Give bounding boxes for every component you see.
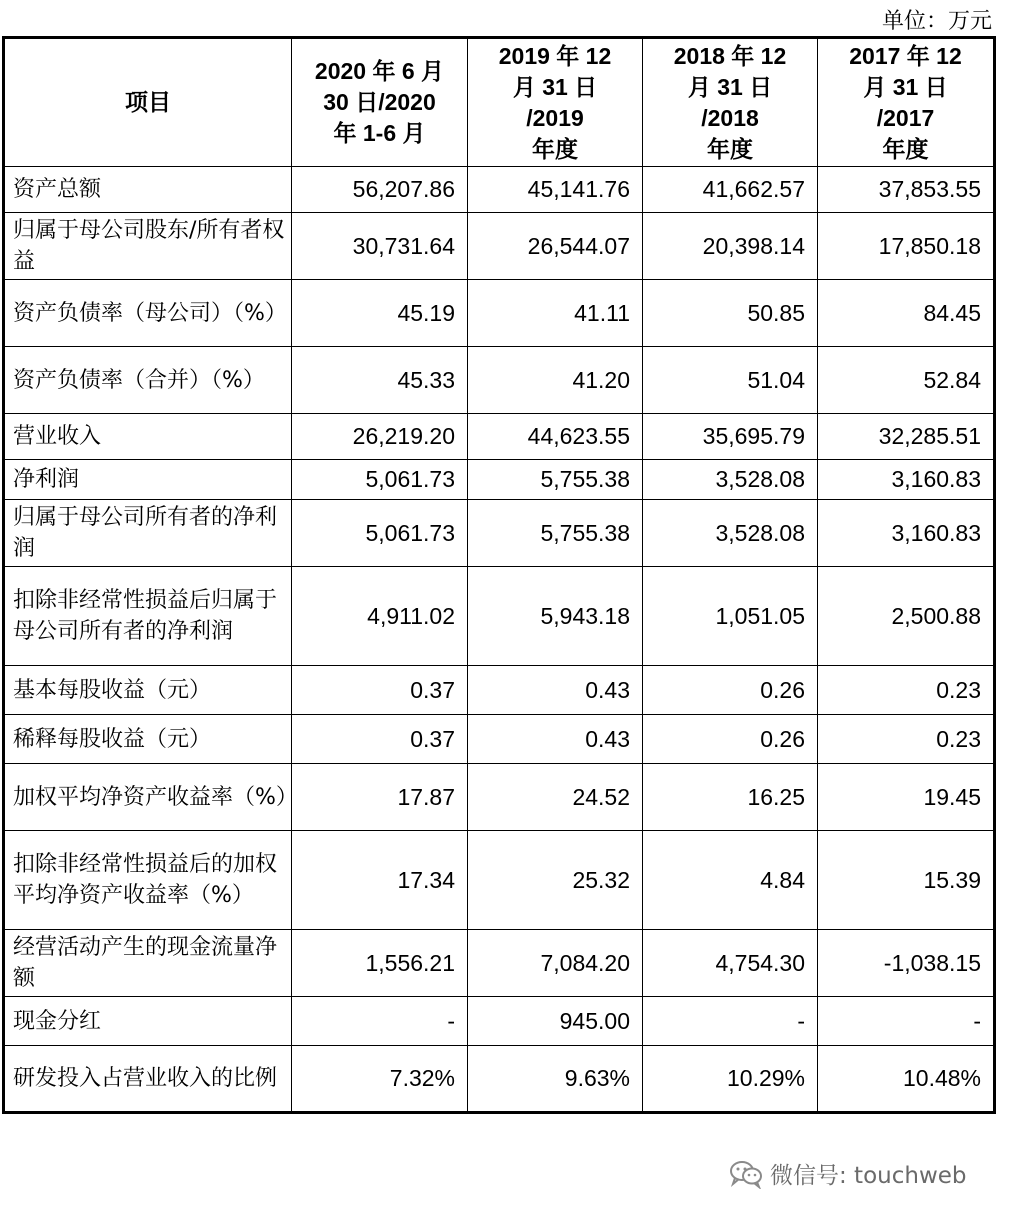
- row-label: 营业收入: [4, 414, 292, 460]
- watermark-text: 微信号: touchweb: [770, 1163, 967, 1189]
- cell-value: 41,662.57: [643, 167, 818, 213]
- cell-value: 0.43: [468, 715, 643, 764]
- cell-value: 51.04: [643, 347, 818, 414]
- cell-value: -: [643, 997, 818, 1046]
- cell-value: 45.19: [292, 280, 468, 347]
- cell-value: 56,207.86: [292, 167, 468, 213]
- table-row: [4, 213, 995, 280]
- wechat-icon: [728, 1159, 764, 1189]
- header-col-2018: 2018 年 12 月 31 日 /2018 年度: [643, 38, 818, 167]
- cell-value: 0.26: [643, 715, 818, 764]
- row-label: 资产负债率（母公司）（%）: [4, 280, 292, 347]
- cell-value: -: [818, 997, 995, 1046]
- table-row: [4, 460, 995, 500]
- cell-value: 3,528.08: [643, 460, 818, 500]
- cell-value: 17,850.18: [818, 213, 995, 280]
- cell-value: 16.25: [643, 764, 818, 831]
- cell-value: 3,160.83: [818, 500, 995, 567]
- cell-value: 5,755.38: [468, 500, 643, 567]
- cell-value: 2,500.88: [818, 567, 995, 666]
- row-label: 加权平均净资产收益率（%）: [4, 764, 292, 831]
- row-label: 研发投入占营业收入的比例: [4, 1046, 292, 1113]
- row-label: 现金分红: [4, 997, 292, 1046]
- row-label: 经营活动产生的现金流量净额: [4, 930, 292, 997]
- cell-value: 5,061.73: [292, 460, 468, 500]
- cell-value: 5,755.38: [468, 460, 643, 500]
- cell-value: 1,556.21: [292, 930, 468, 997]
- table-row: [4, 1046, 995, 1113]
- cell-value: 4,911.02: [292, 567, 468, 666]
- cell-value: 45.33: [292, 347, 468, 414]
- row-label: 净利润: [4, 460, 292, 500]
- cell-value: 4.84: [643, 831, 818, 930]
- cell-value: 10.29%: [643, 1046, 818, 1113]
- row-label: 资产总额: [4, 167, 292, 213]
- cell-value: 20,398.14: [643, 213, 818, 280]
- header-col-2020h1: 2020 年 6 月 30 日/2020 年 1-6 月: [292, 38, 468, 167]
- table-row: [4, 347, 995, 414]
- cell-value: 3,160.83: [818, 460, 995, 500]
- row-label: 归属于母公司所有者的净利润: [4, 500, 292, 567]
- cell-value: 35,695.79: [643, 414, 818, 460]
- table-row: [4, 764, 995, 831]
- cell-value: 30,731.64: [292, 213, 468, 280]
- cell-value: -1,038.15: [818, 930, 995, 997]
- cell-value: 52.84: [818, 347, 995, 414]
- cell-value: 41.11: [468, 280, 643, 347]
- cell-value: 24.52: [468, 764, 643, 831]
- cell-value: 0.23: [818, 715, 995, 764]
- financial-table: [2, 36, 996, 1114]
- row-label: 稀释每股收益（元）: [4, 715, 292, 764]
- table-row: [4, 831, 995, 930]
- cell-value: 5,061.73: [292, 500, 468, 567]
- cell-value: 0.37: [292, 666, 468, 715]
- cell-value: 26,219.20: [292, 414, 468, 460]
- row-label: 扣除非经常性损益后归属于母公司所有者的净利润: [4, 567, 292, 666]
- cell-value: 19.45: [818, 764, 995, 831]
- watermark: [728, 1157, 967, 1190]
- cell-value: 17.87: [292, 764, 468, 831]
- cell-value: 0.43: [468, 666, 643, 715]
- table-header-row: [4, 38, 995, 167]
- table-row: [4, 930, 995, 997]
- table-row: [4, 715, 995, 764]
- cell-value: 41.20: [468, 347, 643, 414]
- cell-value: 37,853.55: [818, 167, 995, 213]
- cell-value: 1,051.05: [643, 567, 818, 666]
- row-label: 归属于母公司股东/所有者权益: [4, 213, 292, 280]
- cell-value: 45,141.76: [468, 167, 643, 213]
- cell-value: 17.34: [292, 831, 468, 930]
- cell-value: 26,544.07: [468, 213, 643, 280]
- cell-value: 25.32: [468, 831, 643, 930]
- cell-value: 10.48%: [818, 1046, 995, 1113]
- cell-value: -: [292, 997, 468, 1046]
- cell-value: 7,084.20: [468, 930, 643, 997]
- table-row: [4, 414, 995, 460]
- cell-value: 84.45: [818, 280, 995, 347]
- cell-value: 9.63%: [468, 1046, 643, 1113]
- cell-value: 15.39: [818, 831, 995, 930]
- header-col-2017: 2017 年 12 月 31 日 /2017 年度: [818, 38, 995, 167]
- unit-label: 单位：万元: [881, 9, 992, 34]
- header-item: 项目: [4, 38, 292, 167]
- row-label: 资产负债率（合并）（%）: [4, 347, 292, 414]
- cell-value: 44,623.55: [468, 414, 643, 460]
- table-row: [4, 567, 995, 666]
- cell-value: 50.85: [643, 280, 818, 347]
- cell-value: 0.23: [818, 666, 995, 715]
- cell-value: 945.00: [468, 997, 643, 1046]
- table-row: [4, 997, 995, 1046]
- table-row: [4, 280, 995, 347]
- cell-value: 5,943.18: [468, 567, 643, 666]
- cell-value: 3,528.08: [643, 500, 818, 567]
- cell-value: 0.37: [292, 715, 468, 764]
- header-col-2019: 2019 年 12 月 31 日 /2019 年度: [468, 38, 643, 167]
- cell-value: 32,285.51: [818, 414, 995, 460]
- table-row: [4, 500, 995, 567]
- table-row: [4, 666, 995, 715]
- cell-value: 0.26: [643, 666, 818, 715]
- row-label: 扣除非经常性损益后的加权平均净资产收益率（%）: [4, 831, 292, 930]
- row-label: 基本每股收益（元）: [4, 666, 292, 715]
- cell-value: 4,754.30: [643, 930, 818, 997]
- table-row: [4, 167, 995, 213]
- cell-value: 7.32%: [292, 1046, 468, 1113]
